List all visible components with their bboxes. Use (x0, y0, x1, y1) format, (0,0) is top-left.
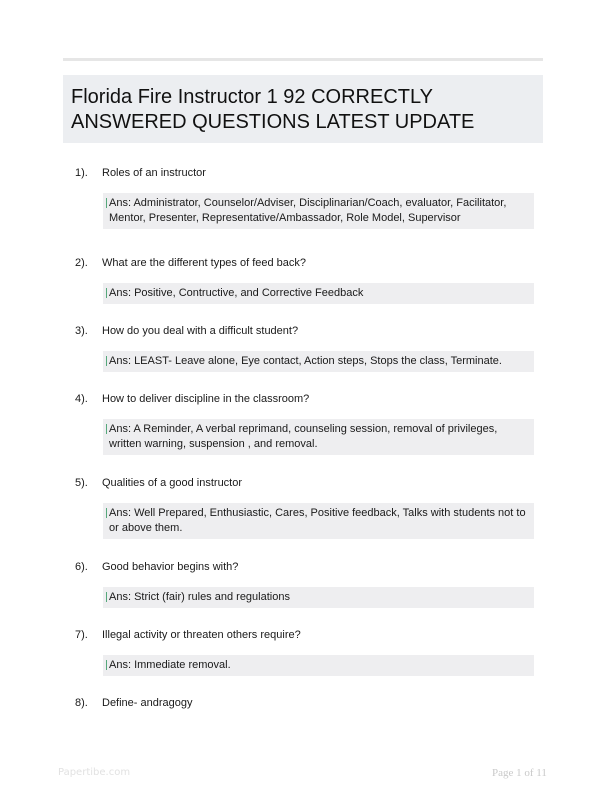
question-text: Good behavior begins with? (102, 561, 239, 573)
answer-box: Ans: Administrator, Counselor/Adviser, Disciplinarian/Coach, evaluator, Facilitator, Mentor, Presenter, Representative/Ambassador, Role Model, Supervisor (103, 193, 534, 229)
question-text: How do you deal with a difficult student? (102, 325, 299, 337)
page-title: Florida Fire Instructor 1 92 CORRECTLY ANSWERED QUESTIONS LATEST UPDATE (71, 86, 475, 133)
question-number: 2). (75, 257, 88, 269)
qa-item (63, 392, 543, 476)
answer-box: Ans: LEAST- Leave alone, Eye contact, Action steps, Stops the class, Terminate. (103, 351, 534, 372)
top-divider (63, 58, 543, 61)
question-text: Qualities of a good instructor (102, 477, 243, 489)
qa-list (63, 166, 543, 726)
qa-item (63, 628, 543, 696)
answer-box: Ans: Well Prepared, Enthusiastic, Cares, Positive feedback, Talks with students not to or above them. (103, 503, 534, 539)
question-text: Roles of an instructor (102, 167, 206, 179)
title-banner (63, 75, 543, 143)
question-number: 1). (75, 167, 88, 179)
question-text: How to deliver discipline in the classroom? (102, 393, 310, 405)
qa-item (63, 324, 543, 392)
qa-item (63, 560, 543, 628)
qa-item (63, 476, 543, 560)
question-number: 4). (75, 393, 88, 405)
question-number: 3). (75, 325, 88, 337)
answer-box: Ans: Strict (fair) rules and regulations (103, 587, 534, 608)
question-number: 5). (75, 477, 88, 489)
question-text: Illegal activity or threaten others require? (102, 629, 301, 641)
watermark: Papertibe.com (58, 767, 131, 778)
answer-box: Ans: A Reminder, A verbal reprimand, counseling session, removal of privileges, written warning, suspension , and removal. (103, 419, 534, 455)
qa-item (63, 256, 543, 324)
question-number: 8). (75, 697, 88, 709)
question-text: Define- andragogy (102, 697, 193, 709)
question-number: 7). (75, 629, 88, 641)
page-number: Page 1 of 11 (492, 767, 547, 779)
qa-item (63, 166, 543, 256)
answer-box: Ans: Positive, Contructive, and Corrective Feedback (103, 283, 534, 304)
question-text: What are the different types of feed back? (102, 257, 307, 269)
qa-item (63, 696, 543, 726)
question-number: 6). (75, 561, 88, 573)
answer-box: Ans: Immediate removal. (103, 655, 534, 676)
